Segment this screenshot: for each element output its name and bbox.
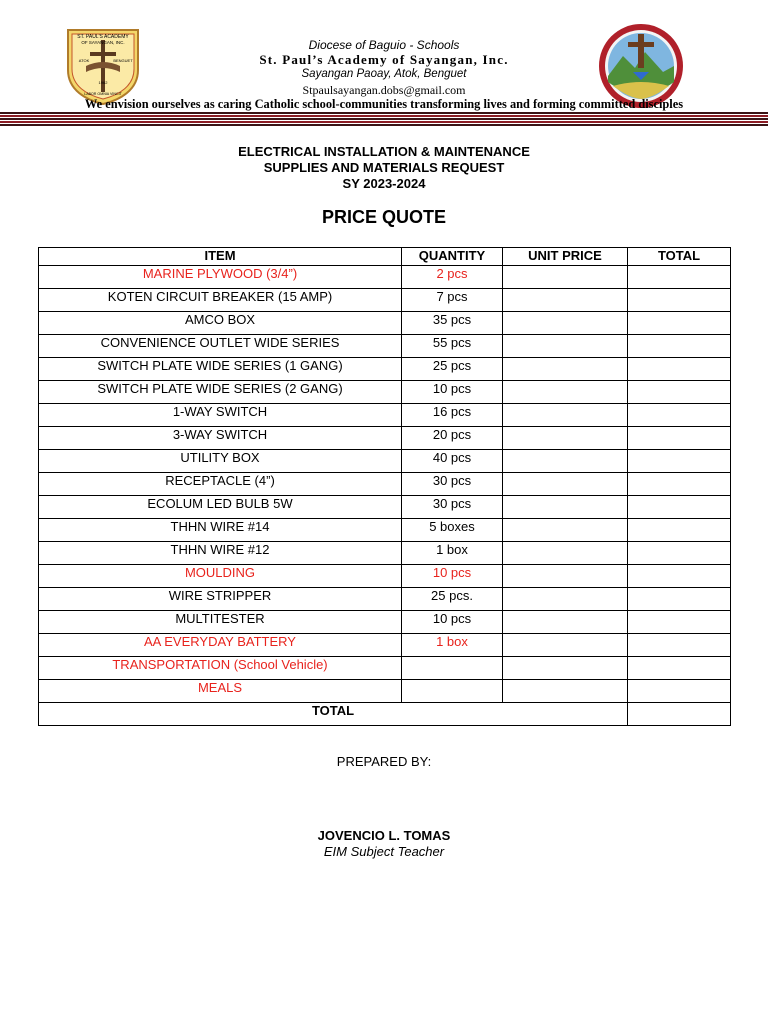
total-cell xyxy=(628,519,731,542)
table-row xyxy=(39,542,731,565)
total-cell xyxy=(628,312,731,335)
unit-price-cell xyxy=(503,404,628,427)
signer-name: JOVENCIO L. TOMAS xyxy=(317,828,451,843)
document-title-line1: ELECTRICAL INSTALLATION & MAINTENANCE xyxy=(238,144,530,159)
unit-price-cell xyxy=(503,657,628,680)
unit-price-cell xyxy=(503,634,628,657)
unit-price-cell xyxy=(503,289,628,312)
item-cell: WIRE STRIPPER xyxy=(39,588,402,611)
item-cell: MOULDING xyxy=(39,565,402,588)
signer-role: EIM Subject Teacher xyxy=(323,844,445,859)
item-cell: 3-WAY SWITCH xyxy=(39,427,402,450)
total-cell xyxy=(628,565,731,588)
item-cell: MEALS xyxy=(39,680,402,703)
header-quantity: QUANTITY xyxy=(402,248,503,266)
unit-price-cell xyxy=(503,680,628,703)
unit-price-cell xyxy=(503,335,628,358)
table-row xyxy=(39,312,731,335)
table-header-row xyxy=(39,248,731,266)
quantity-cell: 35 pcs xyxy=(402,312,503,335)
quantity-cell: 7 pcs xyxy=(402,289,503,312)
total-cell xyxy=(628,381,731,404)
table-row xyxy=(39,588,731,611)
crest-text: OF SAYANGAN, INC. xyxy=(81,40,125,45)
total-cell xyxy=(628,473,731,496)
quantity-cell xyxy=(402,680,503,703)
quantity-cell: 1 box xyxy=(402,542,503,565)
vision-statement: We envision ourselves as caring Catholic school-communities transforming lives and forming committed disciples xyxy=(84,97,684,111)
quantity-cell xyxy=(402,657,503,680)
document-title-line3: SY 2023-2024 xyxy=(342,176,426,191)
item-cell: THHN WIRE #14 xyxy=(39,519,402,542)
price-quote-table xyxy=(38,247,731,726)
unit-price-cell xyxy=(503,427,628,450)
diocese-line: Diocese of Baguio - Schools xyxy=(308,38,460,52)
quantity-cell: 10 pcs xyxy=(402,611,503,634)
crest-text: LABOR OMNIA VINCIT xyxy=(84,92,122,96)
total-cell xyxy=(628,680,731,703)
item-cell: KOTEN CIRCUIT BREAKER (15 AMP) xyxy=(39,289,402,312)
total-cell xyxy=(628,404,731,427)
total-cell xyxy=(628,335,731,358)
table-row xyxy=(39,519,731,542)
crest-text: 1962 xyxy=(98,80,108,85)
quantity-cell: 10 pcs xyxy=(402,381,503,404)
total-cell xyxy=(628,588,731,611)
table-row xyxy=(39,634,731,657)
quantity-cell: 25 pcs xyxy=(402,358,503,381)
unit-price-cell xyxy=(503,496,628,519)
price-quote-heading: PRICE QUOTE xyxy=(321,207,446,227)
quantity-cell: 55 pcs xyxy=(402,335,503,358)
quantity-cell: 16 pcs xyxy=(402,404,503,427)
quantity-cell: 2 pcs xyxy=(402,266,503,289)
table-row xyxy=(39,657,731,680)
unit-price-cell xyxy=(503,588,628,611)
item-cell: MULTITESTER xyxy=(39,611,402,634)
total-cell xyxy=(628,542,731,565)
table-row xyxy=(39,381,731,404)
total-cell xyxy=(628,611,731,634)
total-cell xyxy=(628,358,731,381)
header-unit-price: UNIT PRICE xyxy=(503,248,628,266)
item-cell: RECEPTACLE (4”) xyxy=(39,473,402,496)
unit-price-cell xyxy=(503,266,628,289)
header-item: ITEM xyxy=(39,248,402,266)
table-row xyxy=(39,680,731,703)
table-row xyxy=(39,266,731,289)
table-row xyxy=(39,358,731,381)
item-cell: AMCO BOX xyxy=(39,312,402,335)
item-cell: MARINE PLYWOOD (3/4”) xyxy=(39,266,402,289)
quantity-cell: 40 pcs xyxy=(402,450,503,473)
item-cell: 1-WAY SWITCH xyxy=(39,404,402,427)
school-name: St. Paul’s Academy of Sayangan, Inc. xyxy=(259,52,509,67)
unit-price-cell xyxy=(503,611,628,634)
total-label: TOTAL xyxy=(39,703,628,726)
quantity-cell: 30 pcs xyxy=(402,473,503,496)
table-row xyxy=(39,450,731,473)
table-row xyxy=(39,496,731,519)
total-cell xyxy=(628,266,731,289)
table-row xyxy=(39,335,731,358)
unit-price-cell xyxy=(503,358,628,381)
table-row xyxy=(39,427,731,450)
total-cell xyxy=(628,496,731,519)
quantity-cell: 5 boxes xyxy=(402,519,503,542)
unit-price-cell xyxy=(503,473,628,496)
quantity-cell: 1 box xyxy=(402,634,503,657)
total-value xyxy=(628,703,731,726)
item-cell: ECOLUM LED BULB 5W xyxy=(39,496,402,519)
crest-text: ATOK xyxy=(78,58,90,63)
item-cell: UTILITY BOX xyxy=(39,450,402,473)
prepared-by-label: PREPARED BY: xyxy=(336,754,432,769)
unit-price-cell xyxy=(503,381,628,404)
unit-price-cell xyxy=(503,519,628,542)
item-cell: SWITCH PLATE WIDE SERIES (1 GANG) xyxy=(39,358,402,381)
unit-price-cell xyxy=(503,565,628,588)
quantity-cell: 25 pcs. xyxy=(402,588,503,611)
item-cell: AA EVERYDAY BATTERY xyxy=(39,634,402,657)
item-cell: THHN WIRE #12 xyxy=(39,542,402,565)
crest-text: BENGUET xyxy=(113,58,133,63)
table-row xyxy=(39,565,731,588)
unit-price-cell xyxy=(503,450,628,473)
total-cell xyxy=(628,634,731,657)
quantity-cell: 10 pcs xyxy=(402,565,503,588)
table-row xyxy=(39,611,731,634)
table-row xyxy=(39,473,731,496)
school-email: Stpaulsayangan.dobs@gmail.com xyxy=(302,83,466,97)
school-address: Sayangan Paoay, Atok, Benguet xyxy=(301,68,467,80)
crest-text: ST. PAUL'S ACADEMY xyxy=(77,34,129,40)
total-cell xyxy=(628,289,731,312)
table-row xyxy=(39,404,731,427)
unit-price-cell xyxy=(503,542,628,565)
header-divider-stripes xyxy=(0,112,768,126)
total-cell xyxy=(628,427,731,450)
item-cell: TRANSPORTATION (School Vehicle) xyxy=(39,657,402,680)
total-cell xyxy=(628,657,731,680)
header-total: TOTAL xyxy=(628,248,731,266)
item-cell: SWITCH PLATE WIDE SERIES (2 GANG) xyxy=(39,381,402,404)
document-title-line2: SUPPLIES AND MATERIALS REQUEST xyxy=(263,160,505,175)
total-cell xyxy=(628,450,731,473)
quantity-cell: 30 pcs xyxy=(402,496,503,519)
unit-price-cell xyxy=(503,312,628,335)
table-total-row xyxy=(39,703,731,726)
item-cell: CONVENIENCE OUTLET WIDE SERIES xyxy=(39,335,402,358)
quantity-cell: 20 pcs xyxy=(402,427,503,450)
table-row xyxy=(39,289,731,312)
